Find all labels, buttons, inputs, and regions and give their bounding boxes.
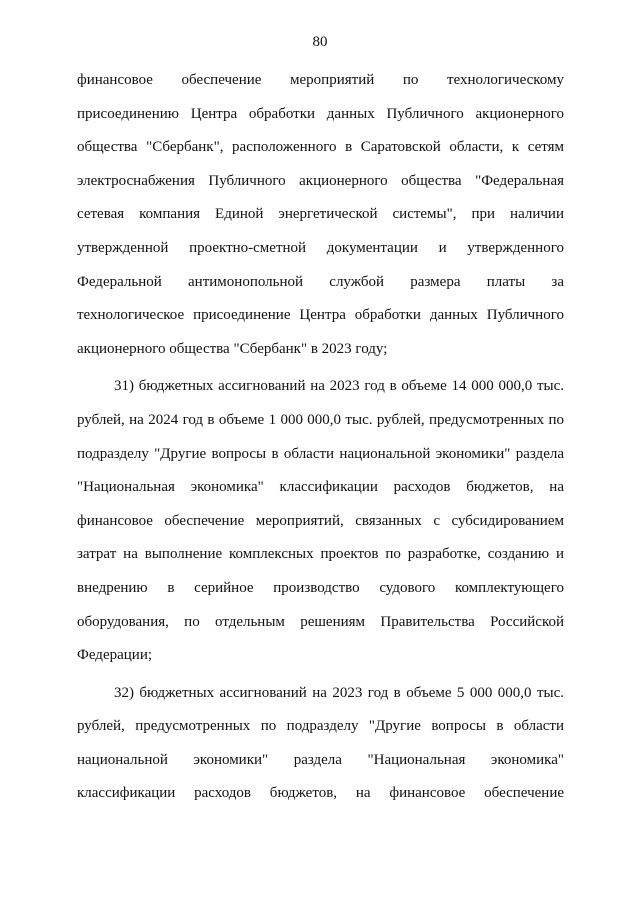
text-line: подразделу "Другие вопросы в области национальной экономики" раздела [77, 445, 564, 462]
text-line: 31) бюджетных ассигнований на 2023 год в объеме 14 000 000,0 тыс. [114, 378, 564, 395]
paragraph-continuation [77, 70, 564, 372]
text-line: электроснабжения Публичного акционерного общества "Федеральная [77, 172, 564, 189]
text-line: технологическое присоединение Центра обработки данных Публичного [77, 307, 564, 324]
text-line: финансовое обеспечение мероприятий, связанных с субсидированием [77, 512, 564, 529]
text-line: внедрению в серийное производство судового комплектующего [77, 579, 564, 596]
text-line: финансовое обеспечение мероприятий по технологическому [77, 72, 564, 88]
text-line: "Национальная экономика" классификации расходов бюджетов, на [77, 479, 564, 496]
text-line: затрат на выполнение комплексных проектов по разработке, созданию и [77, 546, 564, 563]
text-line: национальной экономики" раздела "Национальная экономика" [77, 751, 564, 768]
text-line: акционерного общества "Сбербанк" в 2023 году; [77, 340, 388, 357]
text-line: рублей, на 2024 год в объеме 1 000 000,0 тыс. рублей, предусмотренных по [77, 411, 564, 428]
paragraph-item-31 [77, 376, 564, 678]
text-line: Федерации; [77, 647, 153, 664]
text-line: Федеральной антимонопольной службой размера платы за [77, 273, 564, 290]
page-number: 80 [312, 34, 328, 50]
text-line: рублей, предусмотренных по подразделу "Другие вопросы в области [77, 718, 564, 735]
text-line: присоединению Центра обработки данных Публичного акционерного [77, 105, 564, 122]
text-line: классификации расходов бюджетов, на финансовое обеспечение [77, 785, 564, 802]
text-line: 32) бюджетных ассигнований на 2023 год в объеме 5 000 000,0 тыс. [114, 684, 564, 701]
text-line: общества "Сбербанк", расположенного в Саратовской области, к сетям [77, 139, 564, 156]
text-line: сетевая компания Единой энергетической системы", при наличии [77, 206, 564, 223]
paragraph-item-32 [77, 683, 564, 817]
text-line: утвержденной проектно-сметной документации и утвержденного [77, 239, 564, 256]
text-line: оборудования, по отдельным решениям Правительства Российской [77, 613, 564, 630]
document-body [77, 70, 564, 817]
